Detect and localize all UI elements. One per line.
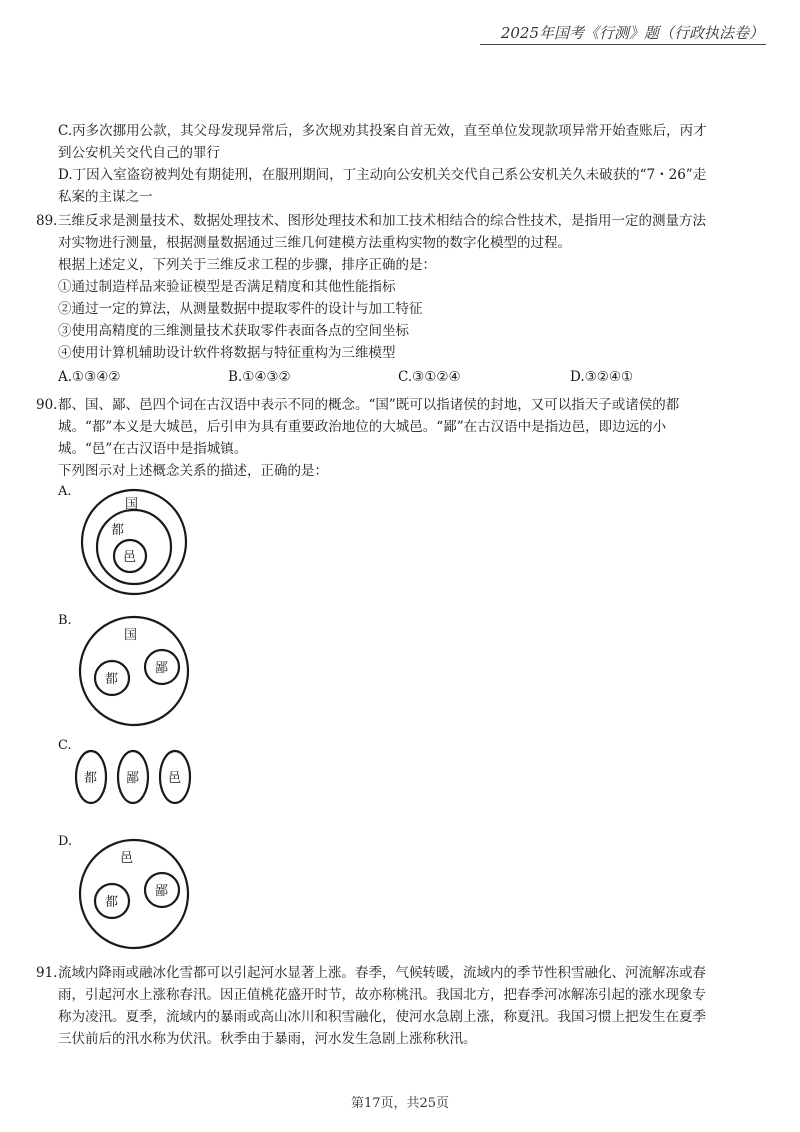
page-footer: 第17页，共25页 xyxy=(350,1096,450,1111)
q91-stem-line: 流域内降雨或融冰化雪都可以引起河水显著上涨。春季，气候转暖，流域内的季节性积雪融化、河流解冻或春 xyxy=(58,965,706,981)
q89-stem-line: 三维反求是测量技术、数据处理技术、图形处理技术和加工技术相结合的综合性技术，是指用一定的测量方法 xyxy=(58,213,706,229)
q90-number: 90. xyxy=(36,397,58,413)
q90-diagram-a xyxy=(80,487,190,597)
diagram-b-left-label: 都 xyxy=(105,672,119,687)
q89-stem-line: 根据上述定义，下列关于三维反求工程的步骤，排序正确的是： xyxy=(58,257,436,273)
q91-stem-line: 称为凌汛。夏季，流域内的暴雨或高山冰川和积雪融化，使河水急剧上涨，称夏汛。我国习惯上把发生在夏季 xyxy=(58,1009,706,1025)
prev-option-d-line-2: 私案的主谋之一 xyxy=(58,189,153,205)
q90-diagram-a-label[interactable]: A. xyxy=(58,484,72,499)
q90-diagram-d-label[interactable]: D. xyxy=(58,834,73,849)
prev-option-c xyxy=(58,120,707,164)
q90-diagram-c xyxy=(74,748,194,808)
q91-stem-line: 三伏前后的汛水称为伏汛。秋季由于暴雨，河水发生急剧上涨称秋汛。 xyxy=(58,1031,477,1047)
q90-stem-line: 下列图示对上述概念关系的描述，正确的是： xyxy=(58,463,328,479)
q90-diagram-b xyxy=(80,615,190,727)
diagram-a-inner-label: 邑 xyxy=(123,550,137,565)
prev-option-c-line-1: C.丙多次挪用公款，其父母发现异常后，多次规劝其投案自首无效，直至单位发现款项异常开始查账后，丙才 xyxy=(58,123,707,139)
diagram-d-outer-label: 邑 xyxy=(120,851,134,866)
prev-option-d-line-1: D.丁因入室盗窃被判处有期徒刑，在服刑期间，丁主动向公安机关交代自己系公安机关久未破获的“7・26”走 xyxy=(58,167,707,183)
q89-option-a[interactable]: A.①③④② xyxy=(58,369,121,385)
q90-diagram-d xyxy=(80,838,190,950)
diagram-d-right-label: 鄙 xyxy=(155,884,169,899)
diagram-a-middle-circle xyxy=(97,510,171,584)
q90-stem-line: 都、国、鄙、邑四个词在古汉语中表示不同的概念。“国”既可以指诸侯的封地，又可以指天子或诸侯的都 xyxy=(58,397,680,413)
diagram-b-right-label: 鄙 xyxy=(155,661,169,676)
q90-stem-line: 城。“都”本义是大城邑，后引申为具有重要政治地位的大城邑。“鄙”在古汉语中是指边邑，即边远的小 xyxy=(58,419,667,435)
q89-stem xyxy=(58,210,706,364)
diagram-c-label-1: 都 xyxy=(84,771,98,786)
prev-option-c-line-2: 到公安机关交代自己的罪行 xyxy=(58,145,220,161)
q91-stem-line: 雨，引起河水上涨称春汛。因正值桃花盛开时节，故亦称桃汛。我国北方，把春季河冰解冻引起的涨水现象专 xyxy=(58,987,706,1003)
diagram-c-label-3: 邑 xyxy=(168,771,182,786)
q89-stem-line: 对实物进行测量，根据测量数据通过三维几何建模方法重构实物的数字化模型的过程。 xyxy=(58,235,571,251)
diagram-d-left-label: 都 xyxy=(105,895,119,910)
q91-stem xyxy=(58,962,706,1050)
q89-options xyxy=(58,366,758,388)
q90-stem-line: 城。“邑”在古汉语中是指城镇。 xyxy=(58,441,248,457)
q89-step-2: ②通过一定的算法，从测量数据中提取零件的设计与加工特征 xyxy=(58,301,423,317)
document-header-title: 2025年国考《行测》题（行政执法卷） xyxy=(500,24,764,42)
q89-option-d[interactable]: D.③②④① xyxy=(570,369,634,385)
q90-diagram-b-label[interactable]: B. xyxy=(58,613,72,628)
q89-step-3: ③使用高精度的三维测量技术获取零件表面各点的空间坐标 xyxy=(58,323,409,339)
diagram-c-label-2: 鄙 xyxy=(126,771,140,786)
diagram-a-outer-label: 国 xyxy=(125,497,139,512)
header-rule xyxy=(480,44,766,45)
q89-step-4: ④使用计算机辅助设计软件将数据与特征重构为三维模型 xyxy=(58,345,396,361)
diagram-b-outer-label: 国 xyxy=(124,628,138,643)
q89-option-c[interactable]: C.③①②④ xyxy=(398,369,461,385)
q89-number: 89. xyxy=(36,213,58,229)
q91-number: 91. xyxy=(36,965,58,981)
q90-diagram-c-label[interactable]: C. xyxy=(58,738,72,753)
q89-step-1: ①通过制造样品来验证模型是否满足精度和其他性能指标 xyxy=(58,279,396,295)
prev-option-d xyxy=(58,164,706,208)
q89-option-b[interactable]: B.①④③② xyxy=(228,369,291,385)
diagram-a-middle-label: 都 xyxy=(111,523,125,538)
q90-stem xyxy=(58,394,679,482)
